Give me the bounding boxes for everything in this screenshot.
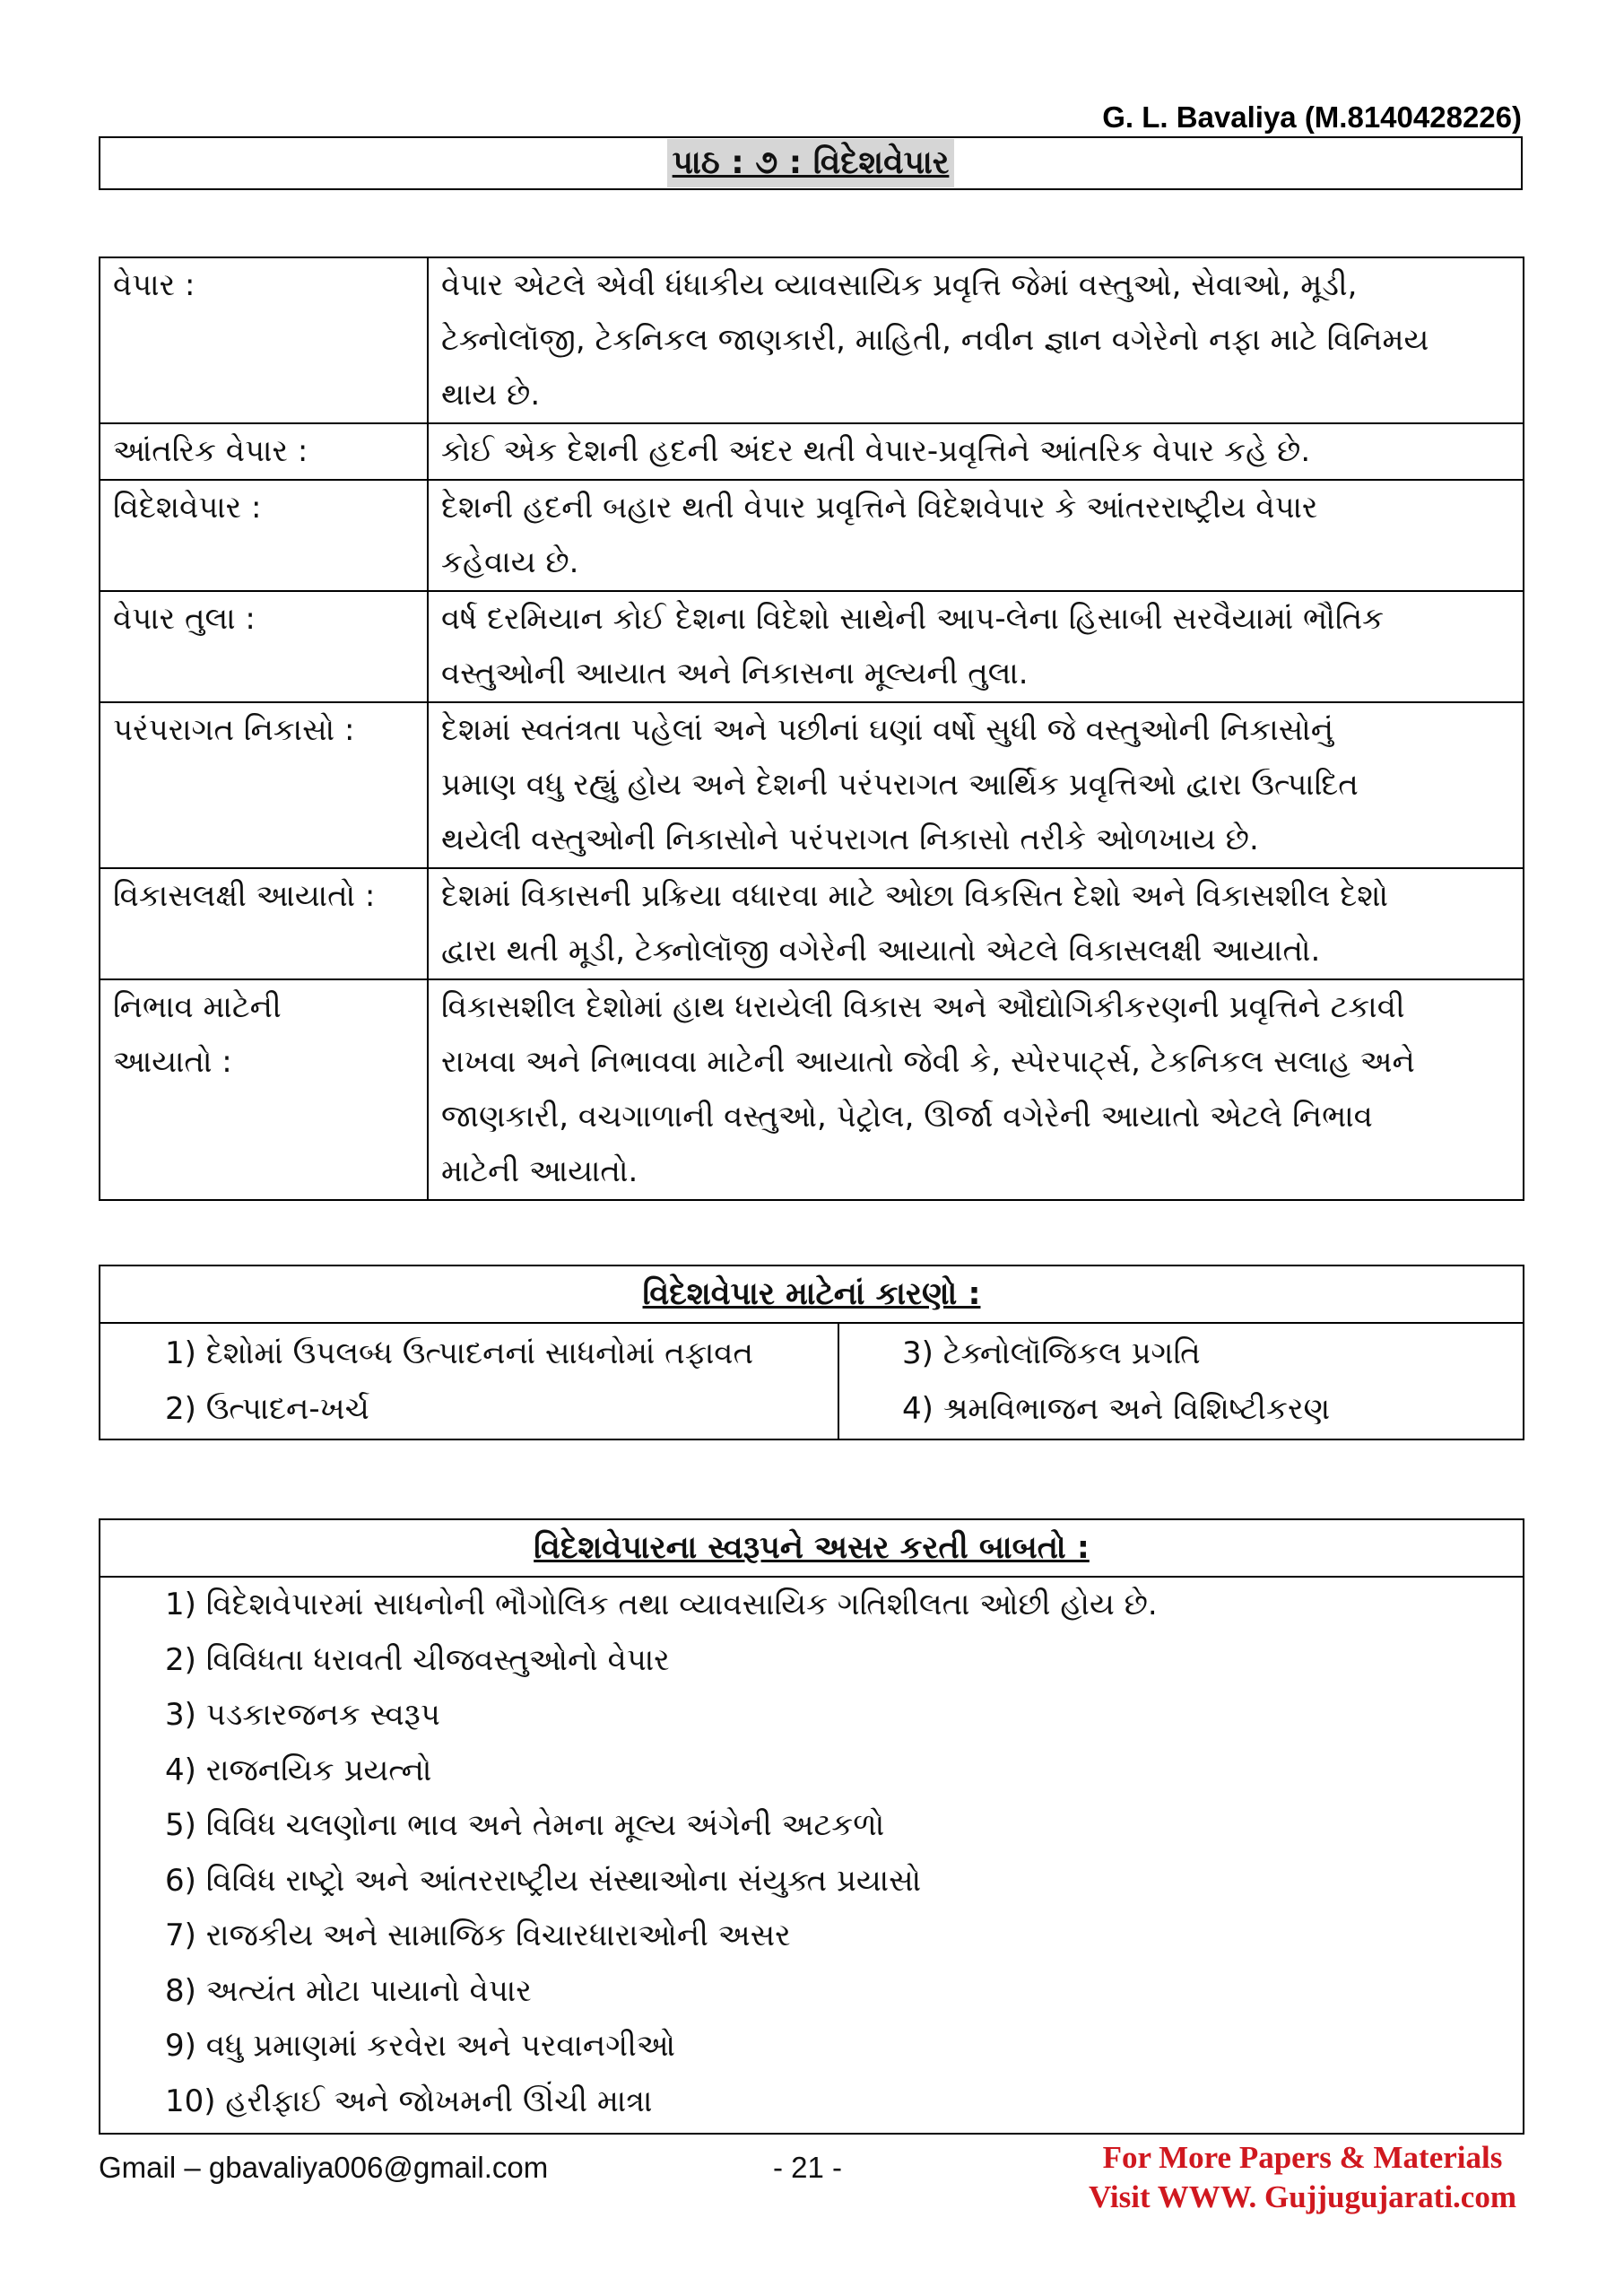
definition-term-line: નિભાવ માટેની [113,989,282,1025]
definitions-table [99,257,1524,1201]
reason-item: 2) ઉત્પાદન-ખર્ચ [165,1391,369,1427]
effect-item: 5) વિવિધ ચલણોના ભાવ અને તેમના મૂલ્ય અંગેની અટકળો [165,1807,885,1843]
definition-line: વિકાસશીલ દેશોમાં હાથ ધરાયેલી વિકાસ અને ઔદ્યોગિકીકરણની પ્રવૃત્તિને ટકાવી [441,989,1405,1025]
effect-item: 8) અત્યંત મોટા પાયાનો વેપાર [165,1972,532,2009]
definition-term: વિકાસલક્ષી આયાતો : [100,868,428,979]
definition-row [100,868,1524,979]
definition-text [428,423,1524,480]
definition-line: દેશની હદની બહાર થતી વેપાર પ્રવૃત્તિને વિદેશવેપાર કે આંતરરાષ્ટ્રીય વેપાર [441,490,1318,526]
definition-text [428,480,1524,591]
promo-line-2: Visit WWW. Gujjugujarati.com [1088,2179,1516,2214]
definition-term-line: આયાતો : [113,1044,232,1080]
definition-text [428,591,1524,702]
effect-item: 1) વિદેશવેપારમાં સાધનોની ભૌગોલિક તથા વ્યાવસાયિક ગતિશીલતા ઓછી હોય છે. [165,1587,1158,1622]
definition-row [100,480,1524,591]
effect-item: 9) વધુ પ્રમાણમાં કરવેરા અને પરવાનગીઓ [165,2028,676,2064]
definition-row [100,979,1524,1200]
definition-term: આંતરિક વેપાર : [100,423,428,480]
definition-term: વેપાર તુલા : [100,591,428,702]
reasons-heading-cell [100,1265,1524,1323]
footer-email: Gmail – gbavaliya006@gmail.com [99,2151,549,2184]
definition-line: વસ્તુઓની આયાત અને નિકાસના મૂલ્યની તુલા. [441,656,1029,691]
reasons-heading: વિદેશવેપાર માટેનાં કારણો : [642,1276,981,1312]
definition-line: વર્ષ દરમિયાન કોઈ દેશના વિદેશો સાથેની આપ-લેના હિસાબી સરવૈયામાં ભૌતિક [441,601,1385,637]
definition-text [428,257,1524,423]
definition-line: થાય છે. [441,377,541,413]
effect-item: 2) વિવિધતા ધરાવતી ચીજવસ્તુઓનો વેપાર [165,1641,670,1678]
effect-item: 4) રાજનયિક પ્રયત્નો [165,1752,432,1788]
effects-heading-cell [100,1519,1524,1577]
definition-text [428,702,1524,868]
reason-item: 3) ટેક્નોલૉજિકલ પ્રગતિ [902,1335,1201,1371]
definition-line: વેપાર એટલે એવી ધંધાકીય વ્યાવસાયિક પ્રવૃત્તિ જેમાં વસ્તુઓ, સેવાઓ, મૂડી, [441,267,1358,303]
definition-line: માટેની આયાતો. [441,1153,638,1189]
chapter-title: પાઠ : ૭ : વિદેશવેપાર [667,139,955,187]
reason-item: 1) દેશોમાં ઉપલબ્ધ ઉત્પાદનનાં સાધનોમાં તફાવત [165,1335,754,1371]
definition-term: વિદેશવેપાર : [100,480,428,591]
definition-term: વેપાર : [100,257,428,423]
page-number: - 21 - [773,2151,843,2184]
reason-item: 4) શ્રમવિભાજન અને વિશિષ્ટીકરણ [902,1391,1331,1427]
effects-list [100,1577,1524,2134]
effect-item: 6) વિવિધ રાષ્ટ્રો અને આંતરરાષ્ટ્રીય સંસ્થાઓના સંયુક્ત પ્રયાસો [165,1862,922,1899]
definition-row [100,702,1524,868]
author-contact: G. L. Bavaliya (M.8140428226) [1102,100,1522,134]
effect-item: 3) પડકારજનક સ્વરૂપ [165,1697,440,1733]
definition-row [100,257,1524,423]
definition-line: દેશમાં વિકાસની પ્રક્રિયા વધારવા માટે ઓછા વિકસિત દેશો અને વિકાસશીલ દેશો [441,878,1388,914]
effects-heading: વિદેશવેપારના સ્વરૂપને અસર કરતી બાબતો : [534,1530,1090,1566]
effect-item: 7) રાજકીય અને સામાજિક વિચારધારાઓની અસર [165,1918,791,1953]
promo-block [1089,2138,1516,2217]
definition-row [100,591,1524,702]
promo-line-1: For More Papers & Materials [1102,2140,1503,2175]
definition-line: કોઈ એક દેશની હદની અંદર થતી વેપાર-પ્રવૃત્તિને આંતરિક વેપાર કહે છે. [441,433,1311,469]
definition-line: ટેક્નોલૉજી, ટેકનિકલ જાણકારી, માહિતી, નવીન જ્ઞાન વગેરેનો નફા માટે વિનિમય [441,322,1429,358]
definition-line: દેશમાં સ્વતંત્રતા પહેલાં અને પછીનાં ઘણાં વર્ષો સુધી જે વસ્તુઓની નિકાસોનું [441,712,1334,748]
effect-item: 10) હરીફાઈ અને જોખમની ઊંચી માત્રા [165,2083,653,2119]
effects-table [99,1518,1524,2135]
reasons-right-column [838,1323,1524,1439]
definition-term: પરંપરાગત નિકાસો : [100,702,428,868]
definition-term [100,979,428,1200]
definition-line: રાખવા અને નિભાવવા માટેની આયાતો જેવી કે, સ્પેરપાર્ટ્સ, ટેકનિકલ સલાહ અને [441,1044,1415,1080]
definition-line: દ્વારા થતી મૂડી, ટેક્નોલૉજી વગેરેની આયાતો એટલે વિકાસલક્ષી આયાતો. [441,933,1321,969]
definition-text [428,868,1524,979]
reasons-table [99,1265,1524,1440]
chapter-title-box [99,136,1523,190]
definition-row [100,423,1524,480]
definition-line: પ્રમાણ વધુ રહ્યું હોય અને દેશની પરંપરાગત આર્થિક પ્રવૃત્તિઓ દ્વારા ઉત્પાદિત [441,767,1359,803]
definition-line: કહેવાય છે. [441,544,579,580]
definition-line: થયેલી વસ્તુઓની નિકાસોને પરંપરાગત નિકાસો તરીકે ઓળખાય છે. [441,822,1259,857]
definition-text [428,979,1524,1200]
definition-line: જાણકારી, વચગાળાની વસ્તુઓ, પેટ્રોલ, ઊર્જા વગેરેની આયાતો એટલે નિભાવ [441,1099,1373,1135]
reasons-left-column [100,1323,838,1439]
